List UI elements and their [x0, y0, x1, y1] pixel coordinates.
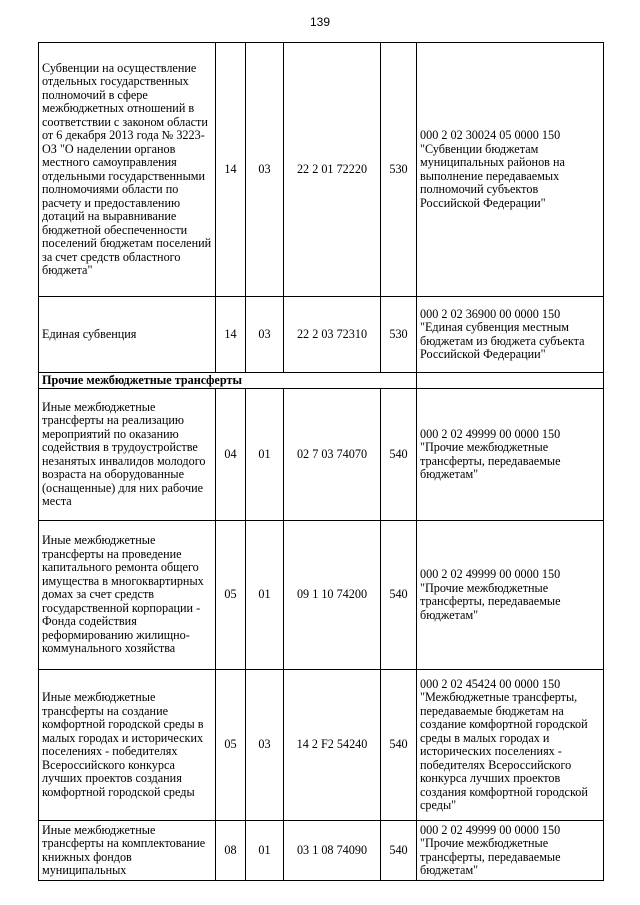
table-row: [39, 521, 604, 670]
row-name: Иные межбюджетные трансферты на реализацию мероприятий по оказанию содействия в трудоустройстве незанятых инвалидов молодого возраста на оборудованные (оснащенные) для них рабочие места: [39, 389, 216, 521]
row-target-article: 14 2 F2 54240: [284, 670, 381, 821]
table-row: [39, 297, 604, 373]
table-row: [39, 389, 604, 521]
page-number: 139: [309, 15, 331, 29]
row-revenue-source: 000 2 02 49999 00 0000 150 "Прочие межбюджетные трансферты, передаваемые бюджетам": [417, 521, 604, 670]
row-section-code: 04: [216, 389, 246, 521]
row-name: Субвенции на осуществление отдельных государственных полномочий в сфере межбюджетных отношений в соответствии с законом области от 6 декабря 2013 года № 3223-ОЗ "О наделении органов местного самоуправления отдельными государственными полномочиями области по расчету и предоставлению дотаций на выравнивание бюджетной обеспеченности поселений бюджетам поселений за счет средств областного бюджета": [39, 43, 216, 297]
row-expense-type: 540: [381, 389, 417, 521]
section-title: Прочие межбюджетные трансферты: [39, 373, 417, 389]
budget-table: [38, 42, 604, 881]
row-target-article: 03 1 08 74090: [284, 821, 381, 881]
row-subsection-code: 01: [246, 389, 284, 521]
row-target-article: 02 7 03 74070: [284, 389, 381, 521]
row-revenue-source: 000 2 02 49999 00 0000 150 "Прочие межбюджетные трансферты, передаваемые бюджетам": [417, 389, 604, 521]
row-section-code: 14: [216, 43, 246, 297]
row-subsection-code: 01: [246, 521, 284, 670]
row-subsection-code: 01: [246, 821, 284, 881]
row-expense-type: 540: [381, 521, 417, 670]
row-expense-type: 530: [381, 43, 417, 297]
section-row: [39, 373, 604, 389]
row-name: Единая субвенция: [39, 297, 216, 373]
table-row: [39, 43, 604, 297]
row-subsection-code: 03: [246, 670, 284, 821]
row-expense-type: 540: [381, 670, 417, 821]
row-revenue-source: 000 2 02 45424 00 0000 150 "Межбюджетные трансферты, передаваемые бюджетам на создание комфортной городской среды в малых городах и исторических поселениях - победителях Всероссийского конкурса лучших проектов создания комфортной городской среды": [417, 670, 604, 821]
row-name: Иные межбюджетные трансферты на проведение капитального ремонта общего имущества в многоквартирных домах за счет средств государственной корпорации - Фонда содействия реформированию жилищно-коммунального хозяйства: [39, 521, 216, 670]
section-empty-cell: [417, 373, 604, 389]
row-subsection-code: 03: [246, 297, 284, 373]
row-revenue-source: 000 2 02 30024 05 0000 150 "Субвенции бюджетам муниципальных районов на выполнение передаваемых полномочий субъектов Российской Федерации": [417, 43, 604, 297]
row-section-code: 08: [216, 821, 246, 881]
row-subsection-code: 03: [246, 43, 284, 297]
row-expense-type: 530: [381, 297, 417, 373]
row-revenue-source: 000 2 02 36900 00 0000 150 "Единая субвенция местным бюджетам из бюджета субъекта Российской Федерации": [417, 297, 604, 373]
row-target-article: 22 2 03 72310: [284, 297, 381, 373]
row-target-article: 22 2 01 72220: [284, 43, 381, 297]
row-section-code: 14: [216, 297, 246, 373]
row-revenue-source: 000 2 02 49999 00 0000 150 "Прочие межбюджетные трансферты, передаваемые бюджетам": [417, 821, 604, 881]
row-section-code: 05: [216, 670, 246, 821]
row-name: Иные межбюджетные трансферты на комплектование книжных фондов муниципальных: [39, 821, 216, 881]
row-target-article: 09 1 10 74200: [284, 521, 381, 670]
row-name: Иные межбюджетные трансферты на создание комфортной городской среды в малых городах и исторических поселениях - победителях Всероссийского конкурса лучших проектов создания комфортной городской среды: [39, 670, 216, 821]
row-section-code: 05: [216, 521, 246, 670]
table-row: [39, 821, 604, 881]
row-expense-type: 540: [381, 821, 417, 881]
table-row: [39, 670, 604, 821]
